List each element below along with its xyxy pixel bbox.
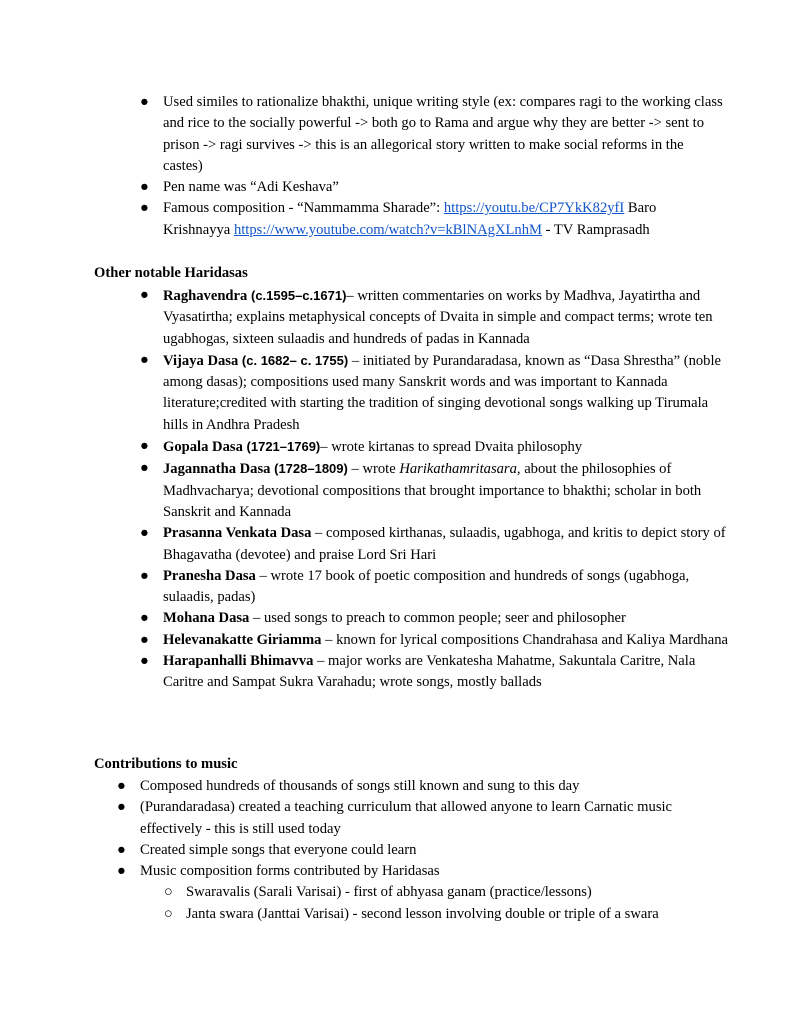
list-item: ● Used similes to rationalize bhakthi, unique writing style (ex: compares ragi to the working class and rice to the socially powerful -> both go to Rama and argue why they are better -> sent to prison -> ragi survives -> this is an allegorical story written to make social reforms in the castes) xyxy=(140,94,723,174)
circle-bullet-icon: ○ xyxy=(164,905,173,922)
music-bullet-list xyxy=(117,776,720,925)
list-item: ● Helevanakatte Giriamma – known for lyrical compositions Chandrahasa and Kaliya Mardhana xyxy=(163,630,733,651)
list-item: ● Vijaya Dasa (c. 1682– c. 1755) – initiated by Purandaradasa, known as “Dasa Shrestha” (noble among dasas); compositions used many Sanskrit words and was important to Kannada literature;credited with starting the tradition of singing devotional songs walking up Tirumala hills in Andhra Pradesh xyxy=(140,351,722,433)
bullet-icon: ● xyxy=(140,653,149,670)
list-item: ● Harapanhalli Bhimavva – major works are Venkatesha Mahatme, Sakuntala Caritre, Nala Caritre and Sampat Sukra Varahadu; wrote songs, mostly ballads xyxy=(140,653,696,691)
list-item: ● Pen name was “Adi Keshava” xyxy=(163,177,723,198)
bullet-icon: ● xyxy=(140,567,149,584)
famous-mid: Baro Krishnayya xyxy=(163,200,657,238)
list-item: ● Prasanna Venkata Dasa – composed kirthanas, sulaadis, ugabhoga, and kritis to depict story of Bhagavatha (devotee) and praise Lord Sri Hari xyxy=(140,525,726,563)
list-item: ● Music composition forms contributed by Haridasas xyxy=(140,861,720,882)
sub-list-item: ○ Swaravalis (Sarali Varisai) - first of abhyasa ganam (practice/lessons) xyxy=(186,882,720,903)
sub-list-item: ○ Janta swara (Janttai Varisai) - second lesson involving double or triple of a swara xyxy=(186,904,720,925)
haridasas-list xyxy=(140,285,733,694)
intro-bullet-list xyxy=(140,92,723,241)
bullet-icon: ● xyxy=(140,351,149,368)
other-haridasas-heading: Other notable Haridasas xyxy=(94,265,248,281)
bullet-icon: ● xyxy=(140,287,149,303)
contributions-heading: Contributions to music xyxy=(94,756,238,772)
list-item: ● Composed hundreds of thousands of songs still known and sung to this day xyxy=(140,776,720,797)
bullet-icon: ● xyxy=(140,610,149,627)
list-item: ● Gopala Dasa (1721–1769)– wrote kirtanas to spread Dvaita philosophy xyxy=(163,436,733,458)
list-item: ● Raghavendra (c.1595–c.1671)– written commentaries on works by Madhva, Jayatirtha and Vyasatirtha; explains metaphysical concepts of Dvaita in simple and compact terms; wrote ten ugabhogas, sixteen sulaadis and hundreds of padas in Kannada xyxy=(140,287,713,347)
bullet-icon: ● xyxy=(140,631,149,648)
list-item: ● (Purandaradasa) created a teaching curriculum that allowed anyone to learn Carnatic music effectively - this is still used today xyxy=(117,799,673,837)
bullet-icon: ● xyxy=(140,94,149,110)
list-item: ● Created simple songs that everyone could learn xyxy=(140,840,720,861)
bullet-icon: ● xyxy=(117,799,126,816)
bullet-icon: ● xyxy=(117,778,126,794)
bullet-icon: ● xyxy=(117,841,126,858)
youtube-link-2[interactable]: https://www.youtube.com/watch?v=kBlNAgXLnhM xyxy=(233,221,542,238)
bullet-icon: ● xyxy=(140,179,149,196)
bullet-icon: ● xyxy=(117,863,126,880)
bullet-icon: ● xyxy=(140,460,149,477)
bullet-icon: ● xyxy=(140,525,149,542)
famous-suffix: - TV Ramprasadh xyxy=(541,221,650,238)
bullet-icon: ● xyxy=(140,200,149,217)
famous-prefix: Famous composition - “Nammamma Sharade”: xyxy=(163,200,444,217)
list-item: ● Jagannatha Dasa (1728–1809) – wrote Harikathamritasara, about the philosophies of Madhvacharya; devotional compositions that brought importance to bhakthi; scholar in both Sanskrit and Kannada xyxy=(140,460,702,520)
list-item: ● Mohana Dasa – used songs to preach to common people; seer and philosopher xyxy=(163,608,733,629)
list-item: ● Pranesha Dasa – wrote 17 book of poetic composition and hundreds of songs (ugabhoga, sulaadis, padas) xyxy=(140,567,690,606)
youtube-link-1[interactable]: https://youtu.be/CP7YkK82yfI xyxy=(443,200,625,217)
bullet-icon: ● xyxy=(140,438,149,455)
circle-bullet-icon: ○ xyxy=(164,884,173,901)
list-item xyxy=(140,198,723,241)
